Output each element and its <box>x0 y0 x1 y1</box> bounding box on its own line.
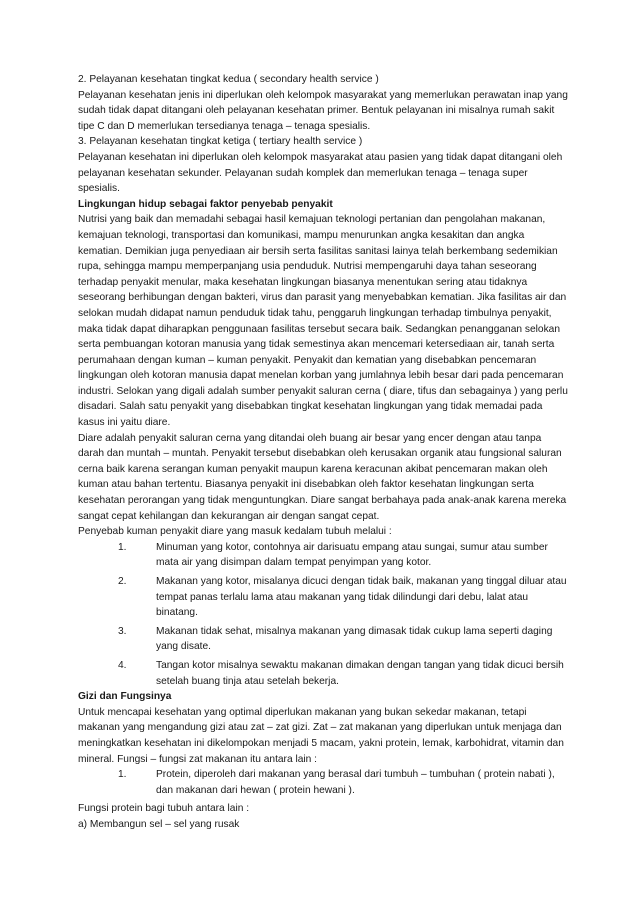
list-item-number: 1. <box>118 769 127 781</box>
service-level-3-paragraph: Pelayanan kesehatan ini diperlukan oleh kelompok masyarakat atau pasien yang tidak dapat ditangani oleh pelayanan kesehatan sekunder. Pelayanan sudah komplek dan memerlukan tenaga – tenaga super spesialis. <box>78 151 563 195</box>
protein-function-item-a: a) Membangun sel – sel yang rusak <box>78 818 240 830</box>
list-item-text: Makanan tidak sehat, misalnya makanan yang dimasak tidak cukup lama seperti daging yang disate. <box>156 625 553 653</box>
list-item <box>118 540 568 571</box>
section-heading-lingkungan: Lingkungan hidup sebagai faktor penyebab penyakit <box>78 198 333 210</box>
list-item-text: Protein, diperoleh dari makanan yang berasal dari tumbuh – tumbuhan ( protein nabati ), dan makanan dari hewan ( protein hewani ). <box>156 769 555 796</box>
list-item-text: Minuman yang kotor, contohnya air darisuatu empang atau sungai, sumur atau sumber mata air yang disimpan dalam tempat penyimpan yang kotor. <box>156 541 548 569</box>
list-item <box>118 574 568 621</box>
list-item-number: 4. <box>118 659 127 671</box>
service-level-2-paragraph: Pelayanan kesehatan jenis ini diperlukan oleh kelompok masyarakat yang memerlukan perawatan inap yang sudah tidak dapat ditangani oleh pelayanan kesehatan primer. Bentuk pelayanan ini misalnya rumah sakit tipe C dan D memerlukan tersedianya tenaga – tenaga spesialis. <box>78 89 568 132</box>
gizi-list <box>78 767 568 798</box>
service-level-3-heading: 3. Pelayanan kesehatan tingkat ketiga ( tertiary health service ) <box>78 136 363 148</box>
diare-paragraph: Diare adalah penyakit saluran cerna yang ditandai oleh buang air besar yang encer dengan atau tanpa darah dan muntah – muntah. Penyakit tersebut disebabkan oleh kerusakan organik atau fungsional saluran cerna baik karena serangan kuman penyakit maupun karena keracunan akibat pencemaran makan oleh kuman atau bahan tertentu. Biasanya penyakit ini disebabkan oleh faktor kesehatan lingkungan serta kesehatan perorangan yang tidak menguntungkan. Diare sangat berbahaya pada anak-anak karena mereka sangat cepat kehilangan dan kekurangan air dengan sangat cepat. <box>78 432 567 522</box>
list-item-number: 2. <box>118 576 127 587</box>
lingkungan-paragraph: Nutrisi yang baik dan memadahi sebagai hasil kemajuan teknologi pertanian dan pengolahan makanan, kemajuan teknologi, transportasi dan komunikasi, mampu menurunkan angka kesakitan dan angka kematian. Demikian juga penyediaan air bersih serta fasilitas sanitasi lainya telah berkembang sedemikian rupa, sehingga mampu memperpanjang usia penduduk. Nutrisi mempengaruhi daya tahan seseorang terhadap penyakit menular, maka kesehatan lingkungan biasanya menentukan sering atau tidaknya seseorang berhibungan dengan bakteri, virus dan parasit yang menyebabkan kematian. Jika fasilitas air dan selokan mudah didapat namun penduduk tidak tahu, penggaruh lingkungan terhadap timbulnya penyakit, maka tidak dapat diharapkan penggunaan fasilitas tersebut secara baik. Sedangkan penangganan selokan serta pembuangan kotoran manusia yang tidak semestinya akan mencemari ketersediaan air, tanah serta perumahaan dengan kuman – kuman penyakit. Penyakit dan kematian yang disebabkan pencemaran lingkungan oleh kotoran manusia dapat menelan korban yang jumlahnya lebih besar dari pada pencemaran industri. Selokan yang digali adalah sumber penyakit saluran cerna ( diare, tifus dan sebagainya ) yang perlu disadari. Salah satu penyakit yang disebabkan tingkat kesehatan lingkungan yang tidak memadai pada kasus ini yaitu diare. <box>78 214 568 429</box>
list-item <box>118 767 568 798</box>
document-body <box>78 72 568 833</box>
list-item-text: Tangan kotor misalnya sewaktu makanan dimakan dengan tangan yang tidak dicuci bersih setelah buang tinja atau setelah bekerja. <box>156 659 564 687</box>
list-item-number: 3. <box>118 625 127 637</box>
diare-causes-intro: Penyebab kuman penyakit diare yang masuk kedalam tubuh melalui : <box>78 526 392 538</box>
list-item <box>118 658 568 689</box>
service-level-2-heading: 2. Pelayanan kesehatan tingkat kedua ( secondary health service ) <box>78 74 379 85</box>
section-heading-gizi: Gizi dan Fungsinya <box>78 691 172 703</box>
list-item <box>118 624 568 655</box>
diare-causes-list <box>78 540 568 689</box>
protein-function-intro: Fungsi protein bagi tubuh antara lain : <box>78 803 250 815</box>
list-item-text: Makanan yang kotor, misalanya dicuci dengan tidak baik, makanan yang tinggal diluar atau tempat panas terlalu lama atau makanan yang tidak dilindungi dari debu, lalat atau binatang. <box>156 576 567 619</box>
gizi-paragraph: Untuk mencapai kesehatan yang optimal diperlukan makanan yang bukan sekedar makanan, tetapi makanan yang mengandung gizi atau zat – zat gizi. Zat – zat makanan yang diperlukan untuk menjaga dan meningkatkan kesehatan ini dikelompokan menjadi 5 macam, yakni protein, lemak, karbohidrat, vitamin dan mineral. Fungsi – fungsi zat makanan itu antara lain : <box>78 706 564 765</box>
list-item-number: 1. <box>118 541 127 553</box>
